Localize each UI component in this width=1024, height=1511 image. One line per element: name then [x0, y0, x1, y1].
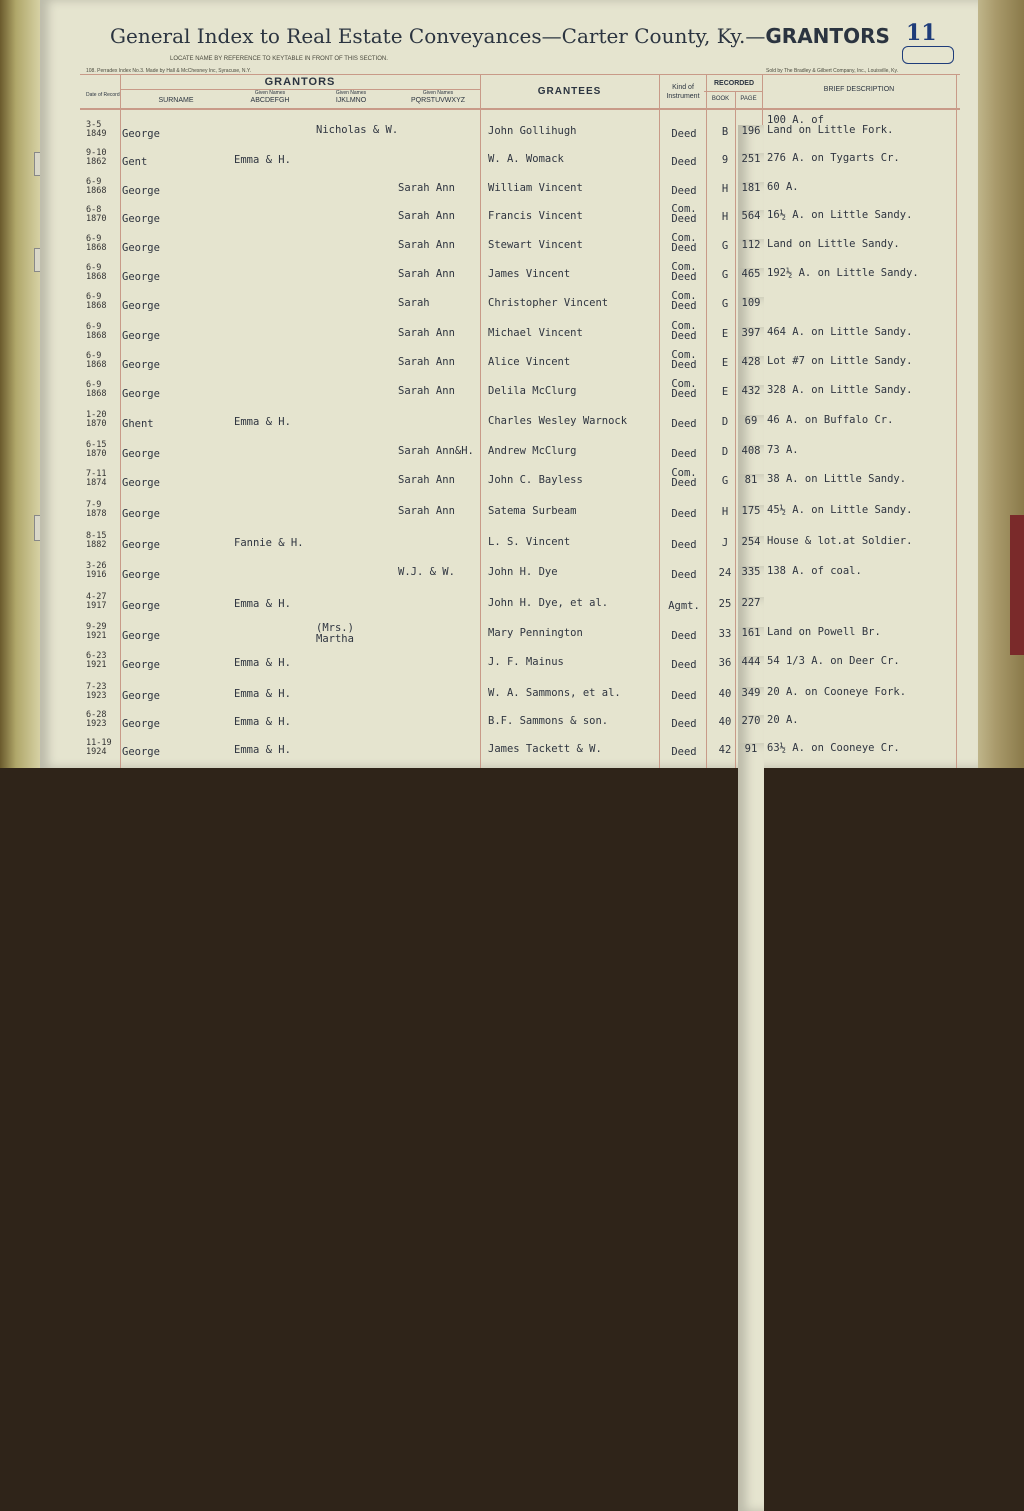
- given-name-cell: (Mrs.): [316, 622, 354, 634]
- date-day: 6-9: [86, 263, 102, 273]
- instrument-cell: Deed: [671, 213, 697, 225]
- page-number: 11: [906, 20, 937, 46]
- date-day: 6-15: [86, 440, 107, 450]
- grantee-cell: John H. Dye: [488, 566, 558, 578]
- surname-cell: George: [122, 330, 160, 342]
- description-cell: 45½ A. on Little Sandy.: [767, 504, 913, 516]
- grantee-cell: Satema Surbeam: [488, 505, 577, 517]
- date-day: 7-11: [86, 469, 107, 479]
- description-cell: 63½ A. on Cooneye Cr.: [767, 742, 900, 754]
- given-name-cell: Emma & H.: [234, 154, 291, 166]
- surname-cell: George: [122, 718, 160, 730]
- col-header-given-3-label: Given Names: [422, 90, 454, 96]
- given-name-cell: Emma & H.: [234, 716, 291, 728]
- grantee-cell: Andrew McClurg: [488, 445, 577, 457]
- title-grantors: GRANTORS: [765, 24, 890, 48]
- book-cell: E: [721, 357, 729, 369]
- col-header-recorded: RECORDED: [713, 80, 755, 87]
- given-name-cell: Sarah Ann: [398, 239, 455, 251]
- given-name-cell: Sarah Ann: [398, 356, 455, 368]
- ledger-page: [40, 0, 978, 768]
- book-cell: H: [721, 183, 729, 195]
- surname-cell: George: [122, 539, 160, 551]
- date-year: 1917: [86, 601, 107, 611]
- surname-cell: George: [122, 659, 160, 671]
- date-day: 6-9: [86, 292, 102, 302]
- grantee-cell: Mary Pennington: [488, 627, 583, 639]
- grantee-cell: William Vincent: [488, 182, 583, 194]
- description-cell: 20 A. on Cooneye Fork.: [767, 686, 907, 698]
- book-cell: E: [721, 328, 729, 340]
- given-name-cell: Sarah Ann: [398, 505, 455, 517]
- given-name-cell: Sarah Ann: [398, 182, 455, 194]
- given-name-cell: Sarah Ann: [398, 327, 455, 339]
- description-cell: 54 1/3 A. on Deer Cr.: [767, 655, 900, 667]
- book-cell: J: [721, 537, 729, 549]
- description-cell: House & lot.at Soldier.: [767, 535, 913, 547]
- book-cell: G: [721, 269, 729, 281]
- page-cell: 408: [738, 445, 764, 1213]
- date-day: 6-9: [86, 234, 102, 244]
- grantee-cell: Michael Vincent: [488, 327, 583, 339]
- description-cell: 138 A. of coal.: [767, 565, 862, 577]
- date-day: 9-29: [86, 622, 107, 632]
- instrument-cell: Deed: [671, 156, 697, 168]
- date-year: 1921: [86, 660, 107, 670]
- instrument-cell: Com.: [671, 349, 697, 361]
- surname-cell: George: [122, 630, 160, 642]
- page-cell: 444: [738, 656, 764, 1424]
- col-header-given-2: IJKLMNO: [335, 97, 367, 104]
- grantee-cell: John H. Dye, et al.: [488, 597, 609, 609]
- page-cell: 564: [738, 210, 764, 978]
- description-cell: 100 A. of: [767, 114, 824, 126]
- date-year: 1870: [86, 214, 107, 224]
- instrument-cell: Deed: [671, 718, 697, 730]
- col-header-surname: SURNAME: [158, 97, 194, 104]
- given-name-cell: Sarah: [398, 297, 430, 309]
- instrument-cell: Com.: [671, 378, 697, 390]
- surname-cell: George: [122, 271, 160, 283]
- date-year: 1916: [86, 570, 107, 580]
- page-cell: 227: [738, 597, 764, 1365]
- date-day: 6-9: [86, 380, 102, 390]
- date-day: 3-26: [86, 561, 107, 571]
- grantee-cell: L. S. Vincent: [488, 536, 571, 548]
- bookmark-ribbon: [1010, 515, 1024, 655]
- date-year: 1874: [86, 478, 107, 488]
- date-year: 1870: [86, 419, 107, 429]
- instrument-cell: Com.: [671, 290, 697, 302]
- grantee-cell: John Gollihugh: [488, 125, 577, 137]
- grantee-cell: John C. Bayless: [488, 474, 583, 486]
- instrument-cell: Com.: [671, 203, 697, 215]
- instrument-cell: Deed: [671, 300, 697, 312]
- date-year: 1924: [86, 747, 107, 757]
- sold-by-note: Sold by The Bradley & Gilbert Company, Inc., Louisville, Ky.: [766, 68, 899, 74]
- page-cell: 397: [738, 327, 764, 1095]
- grantee-cell: Francis Vincent: [488, 210, 583, 222]
- surname-cell: George: [122, 508, 160, 520]
- col-header-date: Date of Record: [86, 92, 120, 98]
- given-name-cell: Emma & H.: [234, 416, 291, 428]
- ledger-rows: [40, 0, 978, 768]
- date-year: 1923: [86, 719, 107, 729]
- date-year: 1868: [86, 186, 107, 196]
- surname-cell: George: [122, 600, 160, 612]
- instrument-cell: Deed: [671, 508, 697, 520]
- page-cell: 465: [738, 268, 764, 1036]
- instrument-cell: Com.: [671, 467, 697, 479]
- date-day: 8-15: [86, 531, 107, 541]
- description-cell: 20 A.: [767, 714, 799, 726]
- book-cell: 25: [718, 598, 732, 610]
- description-cell: 276 A. on Tygarts Cr.: [767, 152, 900, 164]
- surname-cell: Ghent: [122, 418, 154, 430]
- book-cell: B: [721, 126, 729, 138]
- book-cell: 24: [718, 567, 732, 579]
- made-by-note: 108. Perradex Index No.3. Made by Hall & McChesney Inc, Syracuse, N.Y.: [86, 68, 251, 74]
- date-day: 1-20: [86, 410, 107, 420]
- description-cell: 464 A. on Little Sandy.: [767, 326, 913, 338]
- instrument-cell: Deed: [671, 746, 697, 758]
- col-header-grantors: GRANTORS: [264, 76, 336, 88]
- page-cell: 161: [738, 627, 764, 1395]
- date-year: 1870: [86, 449, 107, 459]
- book-cell: 33: [718, 628, 732, 640]
- description-cell: 73 A.: [767, 444, 799, 456]
- date-day: 9-10: [86, 148, 107, 158]
- date-year: 1923: [86, 691, 107, 701]
- instrument-cell: Deed: [671, 477, 697, 489]
- date-day: 6-28: [86, 710, 107, 720]
- grantee-cell: Delila McClurg: [488, 385, 577, 397]
- date-day: 6-23: [86, 651, 107, 661]
- instrument-cell: Deed: [671, 539, 697, 551]
- date-day: 3-5: [86, 120, 102, 130]
- book-cell: 9: [721, 154, 729, 166]
- given-name-cell: Emma & H.: [234, 744, 291, 756]
- locate-note: LOCATE NAME BY REFERENCE TO KEYTABLE IN FRONT OF THIS SECTION.: [170, 56, 388, 62]
- col-header-given-2-label: Given Names: [335, 90, 367, 96]
- description-cell: Land on Little Fork.: [767, 124, 894, 136]
- description-cell: 328 A. on Little Sandy.: [767, 384, 913, 396]
- description-cell: Lot #7 on Little Sandy.: [767, 355, 913, 367]
- instrument-cell: Com.: [671, 261, 697, 273]
- date-day: 7-9: [86, 500, 102, 510]
- given-name-cell: Sarah Ann: [398, 210, 455, 222]
- col-header-description: BRIEF DESCRIPTION: [823, 86, 895, 93]
- date-year: 1868: [86, 389, 107, 399]
- instrument-cell: Deed: [671, 388, 697, 400]
- surname-cell: George: [122, 128, 160, 140]
- description-cell: Land on Little Sandy.: [767, 238, 900, 250]
- page-cell: 335: [738, 566, 764, 1334]
- book-cell: G: [721, 298, 729, 310]
- given-name-cell: Emma & H.: [234, 688, 291, 700]
- book-cell: E: [721, 386, 729, 398]
- description-cell: 38 A. on Little Sandy.: [767, 473, 907, 485]
- given-name-cell: Martha: [316, 633, 354, 645]
- instrument-cell: Agmt.: [668, 600, 700, 612]
- instrument-cell: Deed: [671, 418, 697, 430]
- date-year: 1868: [86, 360, 107, 370]
- grantee-cell: James Tackett & W.: [488, 743, 602, 755]
- given-name-cell: Nicholas & W.: [316, 124, 399, 136]
- col-header-given-1: ABCDEFGH: [250, 97, 290, 104]
- col-header-given-1-label: Given Names: [254, 90, 286, 96]
- surname-cell: George: [122, 690, 160, 702]
- date-day: 6-9: [86, 322, 102, 332]
- page-cell: 251: [738, 153, 764, 921]
- book-cell: 40: [718, 716, 732, 728]
- given-name-cell: Emma & H.: [234, 657, 291, 669]
- date-year: 1868: [86, 331, 107, 341]
- grantee-cell: Alice Vincent: [488, 356, 571, 368]
- page-cell: 428: [738, 356, 764, 1124]
- given-name-cell: Sarah Ann: [398, 268, 455, 280]
- date-year: 1921: [86, 631, 107, 641]
- date-day: 6-8: [86, 205, 102, 215]
- instrument-cell: Deed: [671, 242, 697, 254]
- date-year: 1849: [86, 129, 107, 139]
- surname-cell: George: [122, 746, 160, 758]
- instrument-cell: Deed: [671, 630, 697, 642]
- instrument-cell: Com.: [671, 320, 697, 332]
- grantee-cell: B.F. Sammons & son.: [488, 715, 609, 727]
- date-year: 1868: [86, 243, 107, 253]
- page-cell: 181: [738, 182, 764, 950]
- page-cell: 69: [738, 415, 764, 1183]
- surname-cell: George: [122, 300, 160, 312]
- instrument-cell: Deed: [671, 659, 697, 671]
- date-day: 6-9: [86, 177, 102, 187]
- book-cell: D: [721, 416, 729, 428]
- date-year: 1862: [86, 157, 107, 167]
- book-cell: H: [721, 506, 729, 518]
- surname-cell: George: [122, 477, 160, 489]
- title-text: General Index to Real Estate Conveyances—Carter County, Ky.—: [110, 24, 766, 48]
- grantee-cell: Christopher Vincent: [488, 297, 609, 309]
- given-name-cell: Emma & H.: [234, 598, 291, 610]
- description-cell: 16½ A. on Little Sandy.: [767, 209, 913, 221]
- instrument-cell: Com.: [671, 232, 697, 244]
- page-cell: 349: [738, 687, 764, 1455]
- grantee-cell: Stewart Vincent: [488, 239, 583, 251]
- instrument-cell: Deed: [671, 128, 697, 140]
- col-header-book: BOOK: [711, 96, 730, 102]
- surname-cell: George: [122, 185, 160, 197]
- date-year: 1878: [86, 509, 107, 519]
- given-name-cell: Fannie & H.: [234, 537, 304, 549]
- surname-cell: George: [122, 242, 160, 254]
- date-year: 1882: [86, 540, 107, 550]
- date-day: 6-9: [86, 351, 102, 361]
- grantee-cell: James Vincent: [488, 268, 571, 280]
- col-header-grantees: GRANTEES: [537, 86, 602, 97]
- page-cell: 81: [738, 474, 764, 1242]
- page-cell: 432: [738, 385, 764, 1153]
- date-day: 4-27: [86, 592, 107, 602]
- given-name-cell: Sarah Ann&H.: [398, 445, 474, 457]
- book-cell: D: [721, 446, 729, 458]
- grantee-cell: J. F. Mainus: [488, 656, 564, 668]
- instrument-cell: Deed: [671, 185, 697, 197]
- book-left-edge: [0, 0, 40, 768]
- surname-cell: George: [122, 213, 160, 225]
- book-cell: 36: [718, 657, 732, 669]
- col-header-page: PAGE: [740, 96, 757, 102]
- page-cell: 270: [738, 715, 764, 1483]
- instrument-cell: Deed: [671, 271, 697, 283]
- book-cell: 40: [718, 688, 732, 700]
- page-cell: 91: [738, 743, 764, 1511]
- col-header-given-3: PQRSTUVWXYZ: [410, 97, 466, 104]
- book-cell: H: [721, 211, 729, 223]
- date-day: 7-23: [86, 682, 107, 692]
- grantee-cell: W. A. Sammons, et al.: [488, 687, 621, 699]
- instrument-cell: Deed: [671, 690, 697, 702]
- surname-cell: George: [122, 388, 160, 400]
- page-cell: 254: [738, 536, 764, 1304]
- date-year: 1868: [86, 301, 107, 311]
- instrument-cell: Deed: [671, 569, 697, 581]
- book-cell: G: [721, 475, 729, 487]
- page-cell: 109: [738, 297, 764, 1065]
- page-cell: 196: [738, 125, 764, 893]
- description-cell: Land on Powell Br.: [767, 626, 881, 638]
- surname-cell: George: [122, 569, 160, 581]
- page-cell: 112: [738, 239, 764, 1007]
- description-cell: 60 A.: [767, 181, 799, 193]
- given-name-cell: Sarah Ann: [398, 474, 455, 486]
- surname-cell: Gent: [122, 156, 148, 168]
- book-cell: G: [721, 240, 729, 252]
- date-year: 1868: [86, 272, 107, 282]
- description-cell: 46 A. on Buffalo Cr.: [767, 414, 894, 426]
- col-header-kind: Kind of Instrument: [666, 84, 700, 100]
- instrument-cell: Deed: [671, 330, 697, 342]
- description-cell: 192½ A. on Little Sandy.: [767, 267, 919, 279]
- surname-cell: George: [122, 359, 160, 371]
- surname-cell: George: [122, 448, 160, 460]
- instrument-cell: Deed: [671, 359, 697, 371]
- page-cell: 175: [738, 505, 764, 1273]
- grantee-cell: W. A. Womack: [488, 153, 564, 165]
- given-name-cell: Sarah Ann: [398, 385, 455, 397]
- instrument-cell: Deed: [671, 448, 697, 460]
- given-name-cell: W.J. & W.: [398, 566, 455, 578]
- grantee-cell: Charles Wesley Warnock: [488, 415, 628, 427]
- date-day: 11-19: [86, 738, 112, 748]
- book-cell: 42: [718, 744, 732, 756]
